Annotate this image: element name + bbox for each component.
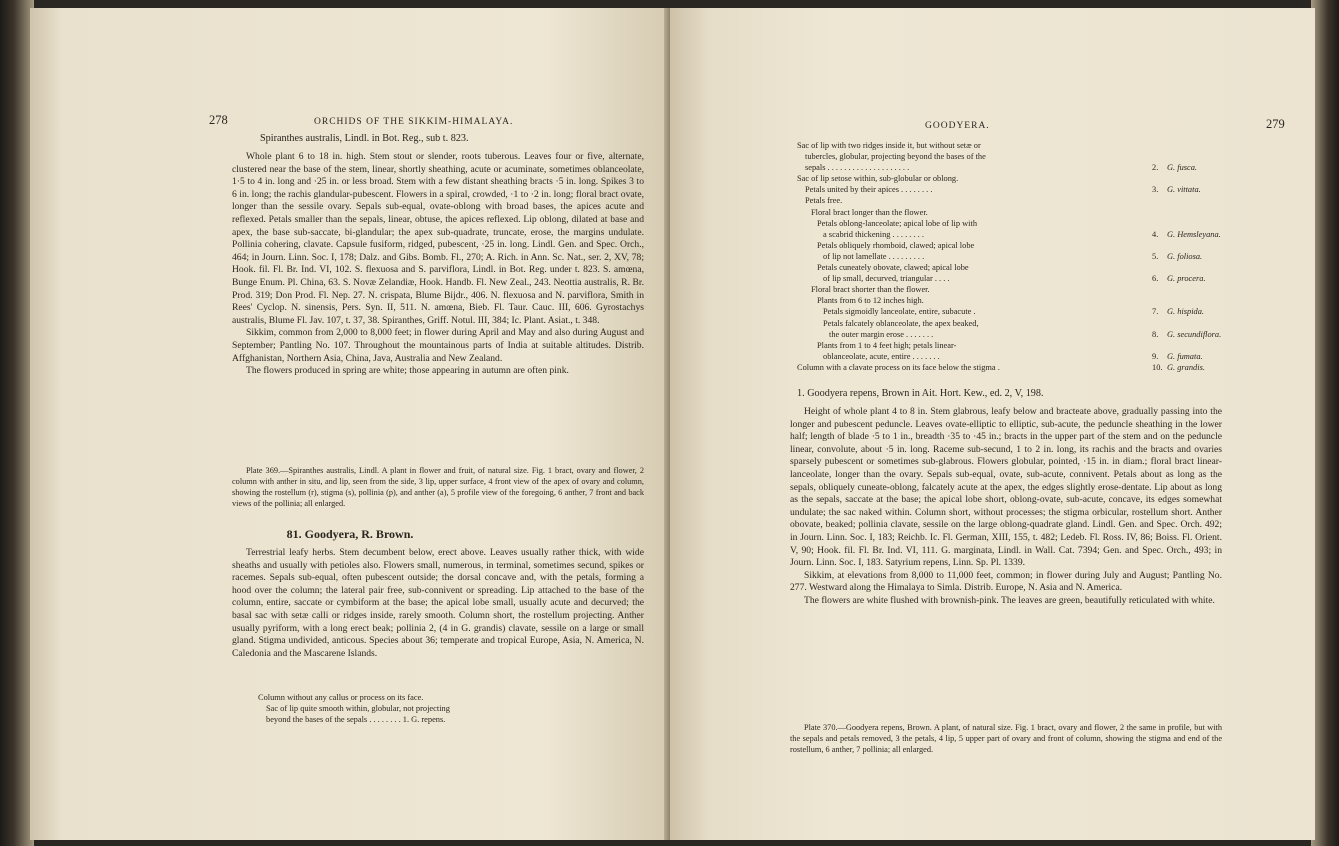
key-row: Petals free. [805,196,843,206]
key-row: Petals sigmoidly lanceolate, entire, subacute . 7. G. hispida. [823,307,1204,317]
key-row: Petals falcately oblanceolate, the apex beaked, [823,318,979,328]
key-row: Petals cuneately obovate, clawed; apical lobe [817,263,969,273]
key-row: sepals . . . . . . . . . . . . . . . . . . . . 2. G. fusca. [805,163,1198,173]
key-line: beyond the bases of the sepals . . . . . . . . 1. G. repens. [266,715,446,724]
spiranthes-flowers-note: The flowers produced in spring are white; those appearing in autumn are often pink. [246,365,569,377]
right-page [670,8,1315,840]
species-heading-goodyera-repens: 1. Goodyera repens, Brown in Ait. Hort. Kew., ed. 2, V, 198. [797,388,1044,399]
spiranthes-distribution: Sikkim, common from 2,000 to 8,000 feet; in flower during April and May and also during August and September; Pantling No. 107. Throughout the mountainous parts of India at suitable altitudes. Distrib. Affghanistan, Northern Asia, China, Java, Australia and New Zealand. [232,327,644,364]
spiranthes-description: Whole plant 6 to 18 in. high. Stem stout or slender, roots tuberous. Leaves four or five, alternate, clustered near the base of the stem, linear, shortly sheathing, acute or acuminate, sometimes oblanceolate, 1·5 to 4 in. long and ·25 in. or less broad. Stem with a few distant sheathing bracts ·5 in. long. Spikes 3 to 6 in. long; the rachis glandular-pubescent. Flowers in a spiral, crowded, ·1 to ·2 in. long; floral bract ovate, longer than the sessile ovary. Sepals sub-equal, ovate-oblong with broad bases, the apices acute and reflexed. Petals smaller than the sepals, linear, obtuse, the apices reflexed. Lip oblong, dilated at base and apex, the base sub-saccate, bi-glandular; the apex sub-quadrate, truncate, erose, the margins undulate. Pollinia cohering, clavate. Capsule fusiform, ridged, pubescent, ·25 in. long. Lindl. Gen. and Spec. Orch., 464; in Journ. Linn. Soc. I, 178; Dalz. and Gibs. Bomb. Fl., 270; A. Rich. in Ann. Sc. Nat., ser. 2, XV, 78; Hook. fil. Fl. Br. Ind. VI, 102. S. flexuosa and S. parviflora, Lindl. in Bot. Reg. under t. 823. S. amœna, Bunge Enum. Pl. China, 63. S. Novæ Zelandiæ, Hook. Handb. Fl. New Zeal., 243. Neottia australis, R. Br. Prod. 319; Don Prod. Fl. Nep. 27. N. crispata, Blume Bijdr., 406. N. flexuosa and N. parviflora, Smith in Rees' Cyclop. N. sinensis, Pers. Syn. II, 511. N. amœna, Bieb. Fl. Taur. Cauc. III, 606. Gyrostachys australis, Blume Fl. Jav. 107, t. 37, 38. Spiranthes, Griff. Notul. III, 384; Ic. Plant. Asiat., t. 348. [232,151,644,326]
book-edge-right [1311,0,1339,846]
spiranthes-text-block [232,151,644,378]
genus-heading-goodyera: 81. Goodyera, R. Brown. [286,527,414,541]
repens-flowers-note: The flowers are white flushed with brownish-pink. The leaves are green, beautifully reticulated with white. [804,594,1215,606]
plate-370-caption: Plate 370.—Goodyera repens, Brown. A plant, of natural size. Fig. 1 bract, ovary and flower, 2 the same in profile, but with the sepals and petals removed, 3 the petals, 4 lip, 5 upper part of ovary and front of column, showing the stigma and end of the rostellum, 6 anther, 7 pollinia; all enlarged. [790,723,1222,754]
key-row: the outer margin erose . . . . . . . 8. G. secundiflora. [829,329,1222,339]
running-head-right: GOODYERA. [925,121,990,131]
book-edge-left [0,0,34,846]
key-row: of lip not lamellate . . . . . . . . . 5. G. foliosa. [823,251,1203,261]
plate-369-caption-block [232,465,644,509]
plate-370-caption-block [790,722,1222,755]
plate-369-caption: Plate 369.—Spiranthes australis, Lindl. A plant in flower and fruit, of natural size. Fig. 1 bract, ovary and flower, 2 column with anther in situ, and lip, seen from the side, 3 lip, upper surface, 4 front view of the apex of ovary and column, showing the rostellum (r), stigma (s), pollinia (p), and anther (a), 5 profile view of the foregoing, 6 anther, 7 front and back views of the pollinia; all enlarged. [232,466,644,508]
species-key-left [258,692,648,725]
key-row: Petals obliquely rhomboid, clawed; apical lobe [817,240,975,250]
key-row: Sac of lip setose within, sub-globular or oblong. [797,174,959,184]
left-page [30,8,670,840]
running-head-left: ORCHIDS OF THE SIKKIM-HIMALAYA. [314,117,514,127]
goodyera-genus-block [232,547,644,660]
goodyera-genus-description: Terrestrial leafy herbs. Stem decumbent below, erect above. Leaves usually rather thick, with wide sheaths and usually with petioles also. Flowers small, numerous, in terminal, sometimes secund, spikes or racemes. Sepals sub-equal, often pubescent outside; the dorsal concave and, with the petals, forming a hood over the column; the lateral pair free, sub-connivent or spreading. Lip attached to the base of the column, entire, saccate or cymbiform at the base; the apical lobe small, usually acute and decurved; the basal sac with setæ calli or ridges inside, rarely smooth. Column short, the rostellum projecting. Anther usually pyriform, with a long erect beak; pollinia 2, (4 in G. grandis) clavate, sessile on a large or small gland. Stigma undivided, anticous. Species about 36; temperate and tropical Europe, Asia, N. America, N. Caledonia and the Mascarene Islands. [232,547,644,659]
key-row: Floral bract longer than the flower. [811,207,928,217]
key-row: Column with a clavate process on its face below the stigma . 10. G. grandis. [797,362,1205,372]
key-line: Sac of lip quite smooth within, globular, not projecting [266,704,450,713]
key-row: tubercles, globular, projecting beyond the bases of the [805,152,986,162]
species-key-right [797,140,1277,373]
key-row: Petals oblong-lanceolate; apical lobe of lip with [817,218,978,228]
key-row: oblanceolate, acute, entire . . . . . . . 9. G. fumata. [823,351,1203,361]
key-row: a scabrid thickening . . . . . . . . 4. G. Hemsleyana. [823,229,1221,239]
species-heading-spiranthes: Spiranthes australis, Lindl. in Bot. Reg., sub t. 823. [260,133,469,144]
key-row: Floral bract shorter than the flower. [811,285,930,295]
repens-distribution: Sikkim, at elevations from 8,000 to 11,000 feet, common; in flower during July and August; Pantling No. 277. Westward along the Himalaya to Simla. Distrib. Europe, N. Asia and N. America. [790,569,1222,594]
key-row: of lip small, decurved, triangular . . . . 6. G. procera. [823,274,1206,284]
key-row: Plants from 1 to 4 feet high; petals linear- [817,340,957,350]
key-row: Sac of lip with two ridges inside it, but without setæ or [797,141,981,150]
repens-text-block [790,406,1222,608]
key-line: Column without any callus or process on its face. [258,693,424,702]
repens-description: Height of whole plant 4 to 8 in. Stem glabrous, leafy below and bracteate above, gradually passing into the longer and pubescent peduncle. Leaves ovate-elliptic to elliptic, sub-acute, the peduncle sheathing in the lower half; length of blade ·5 to 1 in., breadth ·35 to ·45 in.; bracts in the upper part of the stem and on the peduncle linear, convolute, about ·5 in. long. Raceme sub-secund, 1 to 2 in. long, its rachis and the bracts and ovaries sparsely pubescent or sometimes sub-glabrous. Flowers globular, pointed, ·15 in. in diam.; floral bract linear-lanceolate, longer than the ovary. Sepals sub-equal, ovate, sub-acute, connivent. Petals about as long as the sepals, obliquely cuneate-oblong, falcately acute at the apex, the edges slightly erose-dentate. Lip about as long as the sepals, saccate at the base; the apical lobe short, oblong-ovate, sub-acute, concave, its edges somewhat undulate; the sac naked within. Column short, without processes; the stigma orbicular, rostellum short. Anther obovate, beaked; pollinia clavate, sessile on the large oblong-quadrate gland. Lindl. Gen. and Spec. Orch. 492; in Journ. Linn. Soc. I, 183; Reichb. Ic. Fl. German, XIII, 155, t. 482; Ledeb. Fl. Ross. IV, 86; Boiss. Fl. Orient. V, 90; Hook. fil. Fl. Br. Ind. VI, 111. G. marginata, Lindl. in Wall. Cat. 7394; Gen. and Spec. Orch., 493; in Journ. Linn. Soc. I, 183. Satyrium repens, Linn. Sp. Pl. 1339. [790,406,1222,569]
key-row: Petals united by their apices . . . . . . . . 3. G. vittata. [805,185,1201,195]
page-number-right: 279 [1266,117,1285,131]
key-row: Plants from 6 to 12 inches high. [817,296,924,306]
page-number-left: 278 [209,113,228,127]
